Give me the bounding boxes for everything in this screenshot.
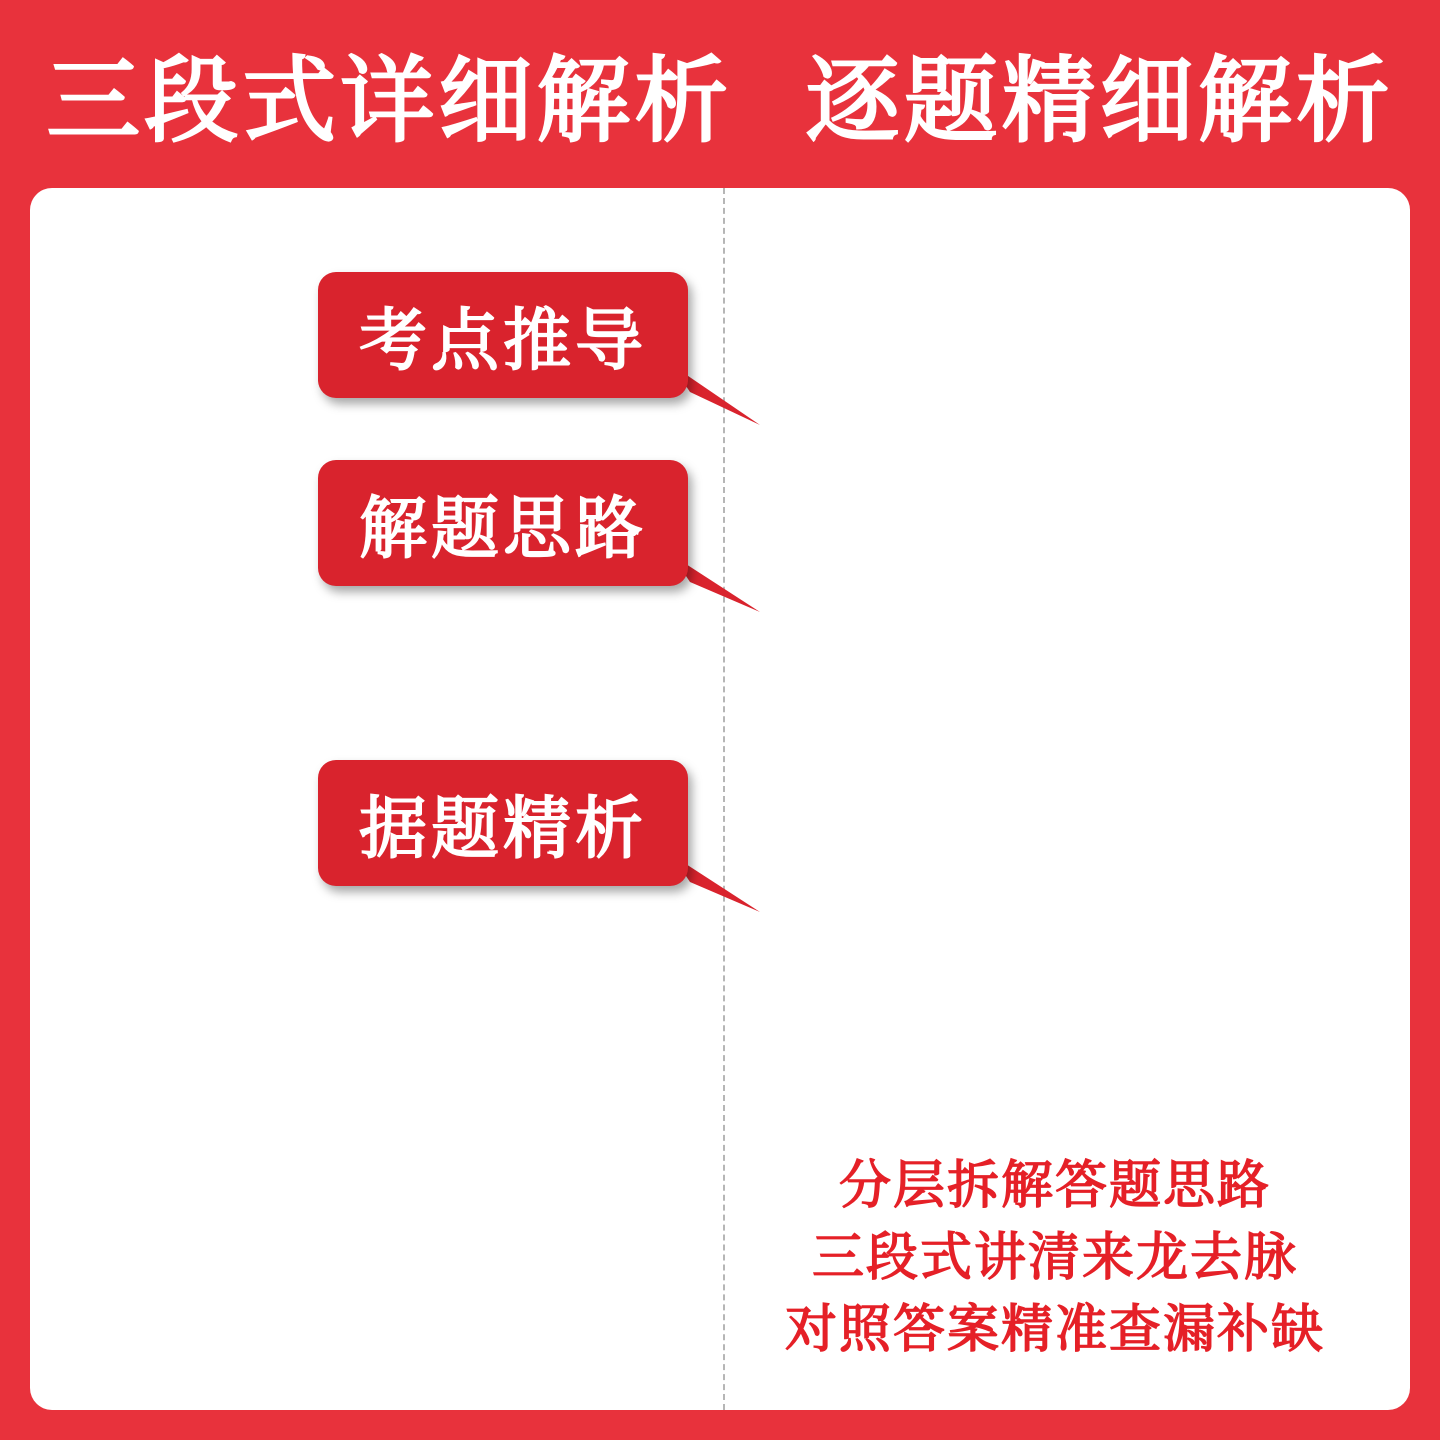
column-divider xyxy=(723,188,725,1410)
slogan-line: 三段式讲清来龙去脉 xyxy=(811,1228,1298,1288)
slogan-line: 对照答案精准查漏补缺 xyxy=(784,1300,1325,1360)
callout-jieti: 解题思路 xyxy=(318,460,688,586)
callout-kaodian: 考点推导 xyxy=(318,272,688,398)
page-title: 三段式详细解析 逐题精细解析 xyxy=(46,47,1394,156)
slogan-line: 分层拆解答题思路 xyxy=(838,1156,1271,1216)
callout-jujing: 据题精析 xyxy=(318,760,688,886)
